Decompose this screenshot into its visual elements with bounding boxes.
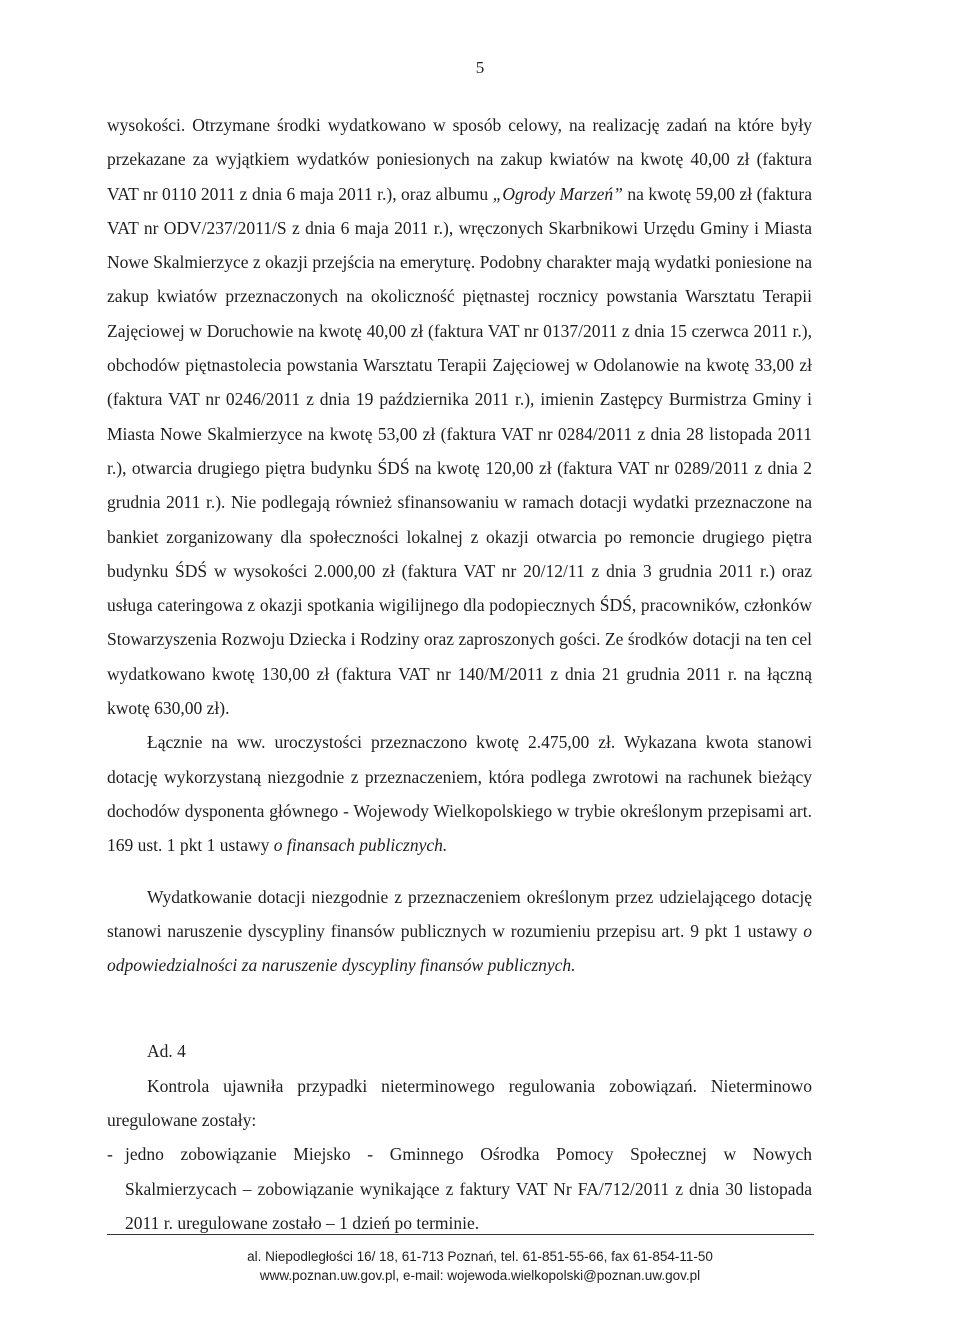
paragraph-expenses-text-a: wysokości. Otrzymane środki wydatkowano w sposób celowy, na realizację zadań na które były przekazane za wyjątkiem wydatków poniesionych na zakup kwiatów na kwotę 40,00 zł (faktura VAT nr 0110 2011 z dnia 6 maja 2011 r.), oraz albumu: [107, 115, 812, 204]
paragraph-discipline-text: Wydatkowanie dotacji niezgodnie z przeznaczeniem określonym przez udzielającego dotację stanowi naruszenie dyscypliny finansów publicznych w rozumieniu przepisu art. 9 pkt 1 ustawy: [107, 886, 812, 941]
album-title: „Ogrody Marzeń”: [492, 183, 623, 204]
list-item: [107, 1137, 812, 1240]
list-dash: -: [107, 1144, 113, 1165]
footer: [0, 1247, 960, 1285]
paragraph-ad4: Kontrola ujawniła przypadki nieterminowego regulowania zobowiązań. Nieterminowo uregulowane zostały:: [107, 1075, 812, 1131]
paragraph-expenses-text-b: na kwotę 59,00 zł (faktura VAT nr ODV/237/2011/S z dnia 6 maja 2011 r.), wręczonych Skarbnikowi Urzędu Gminy i Miasta Nowe Skalmierzyce z okazji przejścia na emeryturę. Podobny charakter mają wydatki poniesione na zakup kwiatów przeznaczonych na okoliczność piętnastej rocznicy powstania Warsztatu Terapii Zajęciowej w Doruchowie na kwotę 40,00 zł (faktura VAT nr 0137/2011 z dnia 15 czerwca 2011 r.), obchodów piętnastolecia powstania Warsztatu Terapii Zajęciowej w Odolanowie na kwotę 33,00 zł (faktura VAT nr 0246/2011 z dnia 19 października 2011 r.), imienin Zastępcy Burmistrza Gminy i Miasta Nowe Skalmierzyce na kwotę 53,00 zł (faktura VAT nr 0284/2011 z dnia 28 listopada 2011 r.), otwarcia drugiego piętra budynku ŚDŚ na kwotę 120,00 zł (faktura VAT nr 0289/2011 z dnia 2 grudnia 2011 r.). Nie podlegają również sfinansowaniu w ramach dotacji wydatki przeznaczone na bankiet zorganizowany dla społeczności lokalnej z okazji otwarcia po remoncie drugiego piętra budynku ŚDŚ w wysokości 2.000,00 zł (faktura VAT nr 20/12/11 z dnia 3 grudnia 2011 r.) oraz usługa cateringowa z okazji spotkania wigilijnego dla podopiecznych ŚDŚ, pracowników, członków Stowarzyszenia Rozwoju Dziecka i Rodziny oraz zaproszonych gości. Ze środków dotacji na ten cel wydatkowano kwotę 130,00 zł (faktura VAT nr 140/M/2011 z dnia 21 grudnia 2011 r. na łączną kwotę 630,00 zł).: [107, 183, 812, 719]
paragraph-discipline: [107, 880, 812, 983]
page-number: 5: [475, 58, 485, 77]
footer-address: al. Niepodległości 16/ 18, 61-713 Poznań, tel. 61-851-55-66, fax 61-854-11-50: [247, 1249, 713, 1264]
paragraph-expenses: [107, 108, 812, 725]
list-item-text: jedno zobowiązanie Miejsko - Gminnego Ośrodka Pomocy Społecznej w Nowych Skalmierzycach – zobowiązanie wynikające z faktury VAT Nr FA/712/2011 z dnia 30 listopada 2011 r. uregulowane zostało – 1 dzień po terminie.: [125, 1144, 812, 1233]
footer-contact: www.poznan.uw.gov.pl, e-mail: wojewoda.wielkopolski@poznan.uw.gov.pl: [259, 1268, 701, 1283]
footer-divider: [107, 1234, 814, 1235]
paragraph-total-text: Łącznie na ww. uroczystości przeznaczono kwotę 2.475,00 zł. Wykazana kwota stanowi dotację wykorzystaną niezgodnie z przeznaczeniem, która podlega zwrotowi na rachunek bieżący dochodów dysponenta głównego - Wojewody Wielkopolskiego w trybie określonym przepisami art. 169 ust. 1 pkt 1 ustawy: [107, 732, 812, 856]
section-heading-ad4: Ad. 4: [147, 1041, 186, 1062]
act-public-finance: o finansach publicznych.: [273, 835, 448, 856]
document-body: [107, 108, 812, 1240]
act-fiscal-discipline: o odpowiedzialności za naruszenie dyscypliny finansów publicznych.: [107, 920, 812, 976]
paragraph-total: [107, 725, 812, 862]
